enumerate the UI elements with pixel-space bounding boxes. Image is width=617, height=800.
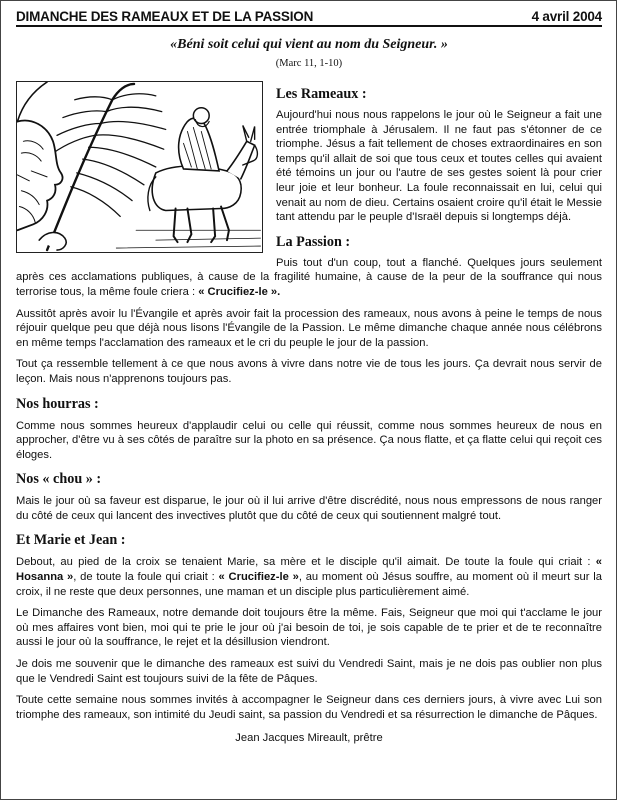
- section-heading-marie-jean: Et Marie et Jean :: [16, 532, 126, 549]
- rameaux-paragraph: Aujourd'hui nous nous rappelons le jour où le Seigneur a fait une entrée triomphale à Jérusalem. Il ne faut pas s'étonner de ce triomphe. Jésus a fait tellement de choses extraordinaires en son temps qu'il allait de soi que tous ceux et toutes celles qui avaient été témoins un jour ou l'autre de ses gestes soient là pour crier leur joie et leur bonheur. La foule reconnaissait en lui, celui qui venait au nom de dieu. Certains osaient croire qu'il était le Messie tant attendu par le peuple d'Israël depuis si longtemps déjà.: [276, 109, 602, 224]
- marie-jean-paragraph-2: Le Dimanche des Rameaux, notre demande doit toujours être la même. Fais, Seigneur que moi qui t'acclame le jour où mes affaires vont bien, moi qui te prie le jour où j'ai besoin de toi, je sois capable de te prier et de te reconnaître aussi le jour où la souffrance, le rejet et la désillusion viendront.: [16, 607, 602, 649]
- passion-paragraph-1: [16, 256, 602, 300]
- gospel-reference: (Marc 11, 1-10): [275, 58, 343, 69]
- passion-paragraph-2: Aussitôt après avoir lu l'Évangile et après avoir fait la procession des rameaux, nous avons à peine le temps de nous réjouir quelque peu que déjà nous lisons l'Évangile de la Passion. Le même dimanche chaque année nous célébrons en même temps l'acclamation des rameaux et le cri du peuple le jour de la passion.: [16, 307, 602, 349]
- marie-jean-p1-b: , de toute la foule qui criait :: [73, 571, 219, 584]
- marie-jean-hosanna: « Hosanna »: [16, 556, 602, 584]
- passion-paragraph-3: Tout ça ressemble tellement à ce que nous avons à vivre dans notre vie de tous les jours. Ça devrait nous servir de leçon. Mais nous n'apprenons toujours pas.: [16, 358, 602, 385]
- marie-jean-paragraph-1: [16, 555, 602, 599]
- marie-jean-crucifiez: « Crucifiez-le »: [218, 571, 299, 584]
- passion-p1-bold: « Crucifiez-le ».: [198, 285, 281, 298]
- gospel-quote: «Béni soit celui qui vient au nom du Seigneur. »: [170, 37, 448, 52]
- section-heading-hourras: Nos hourras :: [16, 395, 99, 412]
- marie-jean-paragraph-3: Je dois me souvenir que le dimanche des rameaux est suivi du Vendredi Saint, mais je ne dois pas oublier non plus que le Vendredi Saint est toujours suivi de la fête de Pâques.: [16, 658, 602, 685]
- page-date: 4 avril 2004: [531, 9, 602, 24]
- chou-paragraph: Mais le jour où sa faveur est disparue, le jour où il lui arrive d'être discrédité, nous nous empressons de nous ranger du côté de ceux qui lancent des invectives plutôt que du côté de ceux qui soutiennent malgré tout.: [16, 495, 602, 522]
- section-heading-rameaux: Les Rameaux :: [276, 86, 367, 102]
- marie-jean-paragraph-4: Toute cette semaine nous sommes invités à accompagner le Seigneur dans ces derniers jours, à vivre avec Lui son triomphe des rameaux, son intimité du Jeudi saint, sa passion du Vendredi et sa résurrection le dimanche de Pâques.: [16, 694, 602, 721]
- hourras-paragraph: Comme nous sommes heureux d'applaudir celui ou celle qui réussit, comme nous sommes heureux de nous en approcher, d'être vu à ses côtés de paraître sur la photo en sa présence. Ça nous flatte, et ça flatte celui qui reçoit ces éloges.: [16, 419, 602, 461]
- author-signature: Jean Jacques Mireault, prêtre: [235, 732, 383, 745]
- marie-jean-p1-c: , au moment où Jésus souffre, au moment où il meurt sur la croix, il ne reste que deux personnes, une maman et un disciple plus particulièrement aimé.: [16, 571, 602, 598]
- marie-jean-p1-a: Debout, au pied de la croix se tenaient Marie, sa mère et le disciple qu'il aimait. De toute la foule qui criait :: [16, 556, 596, 569]
- palm-branch-and-donkey-rider-illustration: [16, 81, 263, 253]
- page-title: DIMANCHE DES RAMEAUX ET DE LA PASSION: [16, 9, 314, 24]
- page-header: [16, 9, 602, 27]
- section-heading-chou: Nos « chou » :: [16, 471, 102, 488]
- section-heading-passion: La Passion :: [276, 233, 351, 250]
- passion-p1-text: Puis tout d'un coup, tout a flanché. Quelques jours seulement après ces acclamations publiques, à cause de la fragilité humaine, à cause de la peur de la souffrance qui nous terrorise tous, la même foule criera :: [16, 256, 602, 298]
